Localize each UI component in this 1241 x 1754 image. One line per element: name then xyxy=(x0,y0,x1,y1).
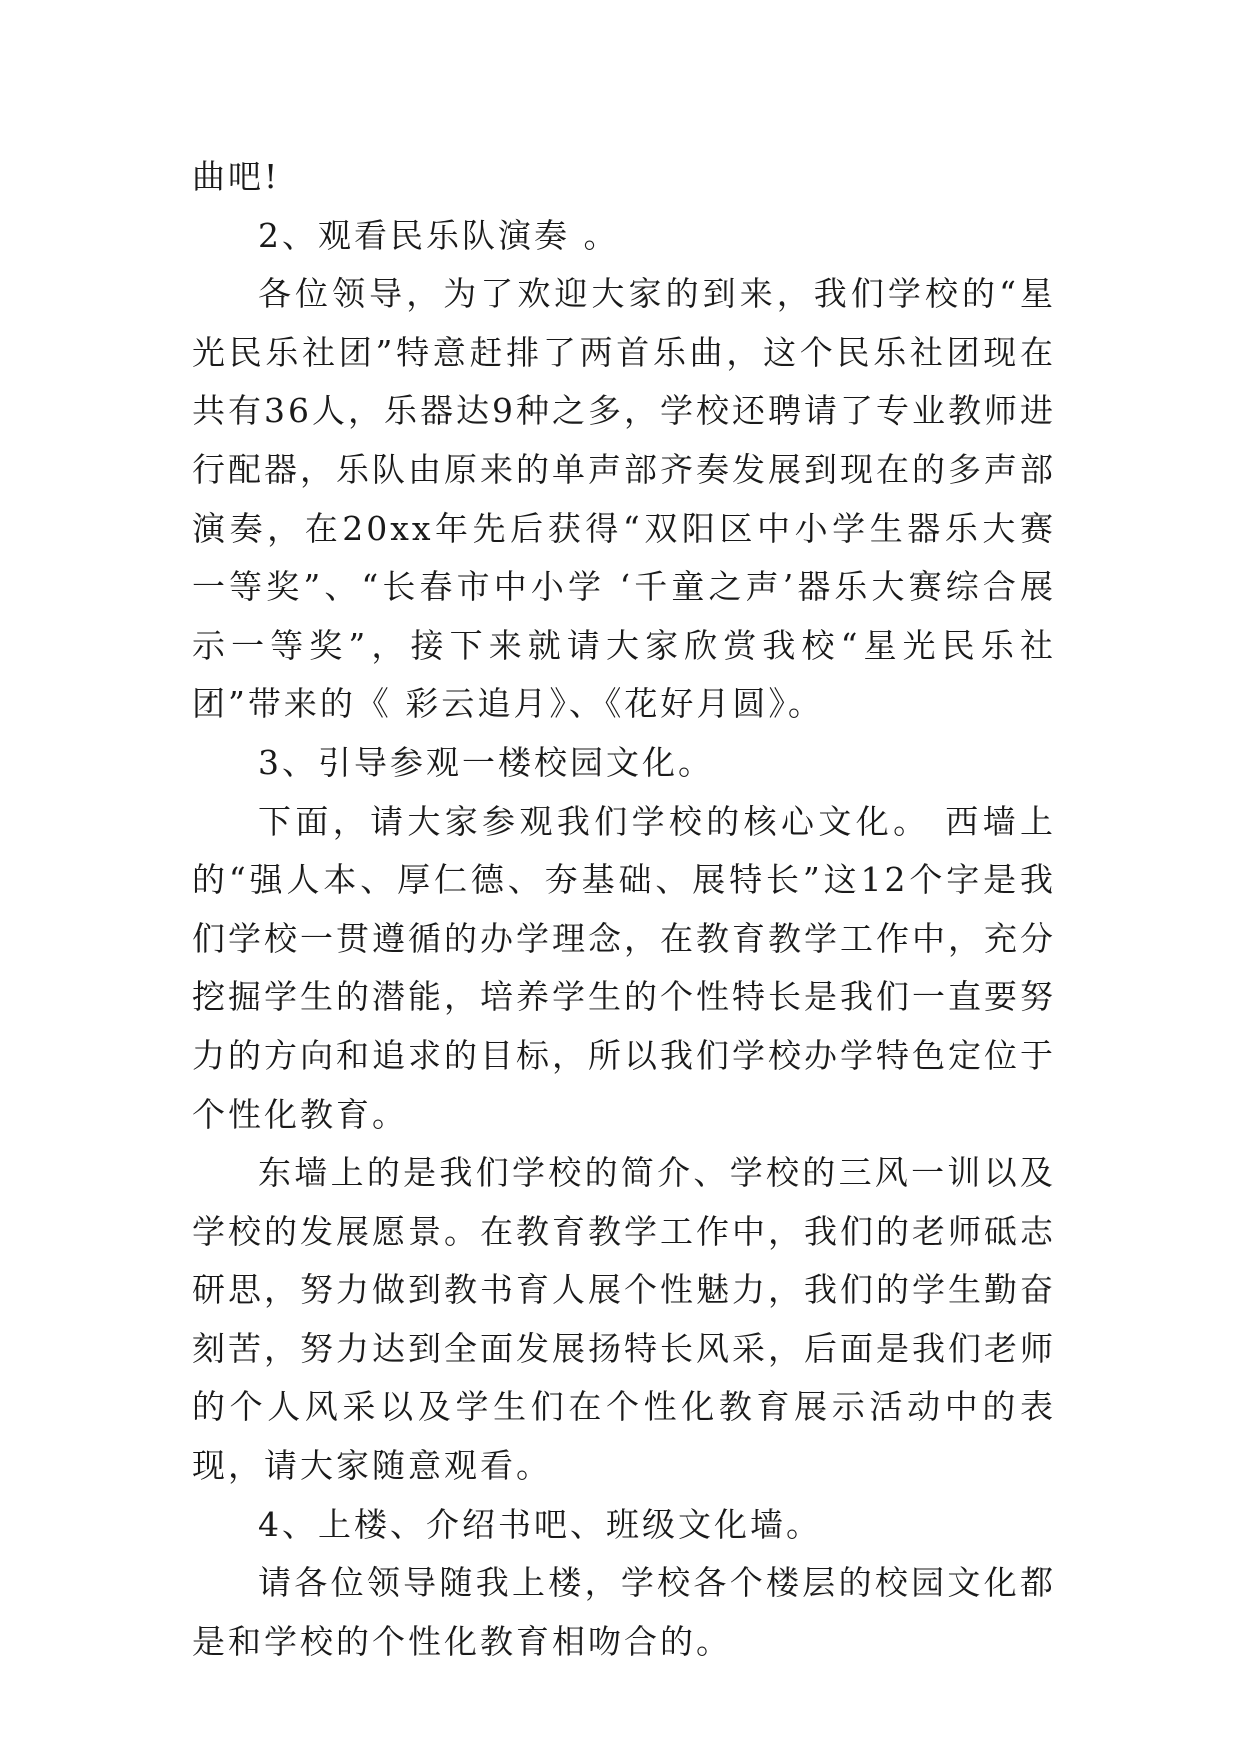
paragraph-orchestra: 各位领导，为了欢迎大家的到来，我们学校的“星光民乐社团”特意赶排了两首乐曲，这个民乐社团现在共有36人，乐器达9种之多，学校还聘请了专业教师进行配器，乐队由原来的单声部齐奏发展到现在的多声部演奏，在20xx年先后获得“双阳区中小学生器乐大赛一等奖”、“长春市中小学 ‘千童之声’器乐大赛综合展示一等奖”，接下来就请大家欣赏我校“星光民乐社团”带来的《 彩云追月》、《花好月圆》。 xyxy=(192,274,1056,724)
document-body xyxy=(192,148,1056,1671)
paragraph-east-wall: 东墙上的是我们学校的简介、学校的三风一训以及学校的发展愿景。在教育教学工作中，我们的老师砥志研思，努力做到教书育人展个性魅力，我们的学生勤奋刻苦，努力达到全面发展扬特长风采，后面是我们老师的个人风采以及学生们在个性化教育展示活动中的表现，请大家随意观看。 xyxy=(192,1153,1056,1486)
section-heading-3: 3、引导参观一楼校园文化。 xyxy=(258,742,714,782)
section-heading-2: 2、观看民乐队演奏 。 xyxy=(258,215,620,255)
paragraph-west-wall: 下面，请大家参观我们学校的核心文化。 西墙上的“强人本、厚仁德、夯基础、展特长”这12个字是我们学校一贯遵循的办学理念，在教育教学工作中，充分挖掘学生的潜能，培养学生的个性特长是我们一直要努力的方向和追求的目标，所以我们学校办学特色定位于个性化教育。 xyxy=(192,801,1056,1134)
paragraph-upstairs: 请各位领导随我上楼，学校各个楼层的校园文化都是和学校的个性化教育相吻合的。 xyxy=(192,1563,1056,1661)
section-heading-4: 4、上楼、介绍书吧、班级文化墙。 xyxy=(258,1504,822,1544)
paragraph-continuation: 曲吧! xyxy=(192,157,281,196)
